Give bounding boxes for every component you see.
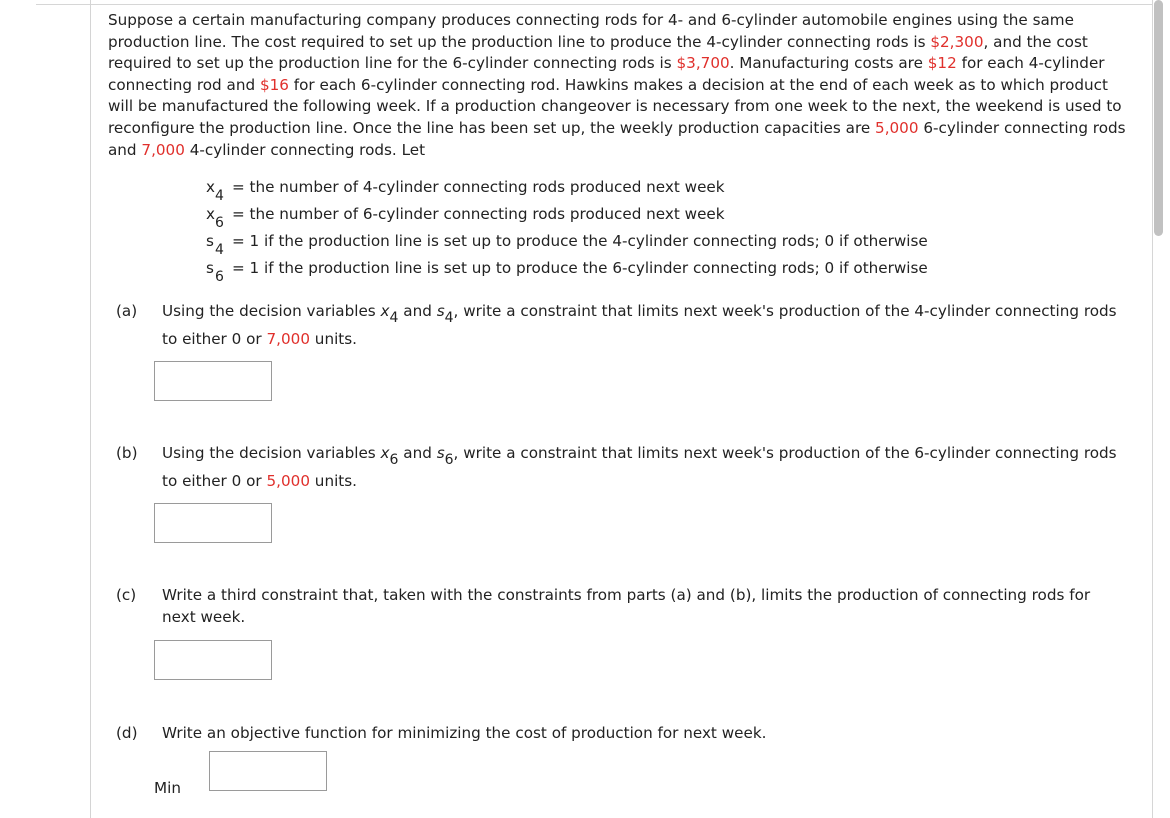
question-d-text: Write an objective function for minimizing the cost of production for next week.: [162, 724, 767, 742]
intro-text: 6-cylinder connecting rods and: [108, 118, 1126, 159]
problem-statement: [108, 10, 1128, 161]
answer-input-c[interactable]: [154, 640, 272, 680]
variable-symbol: s 4: [206, 232, 224, 258]
definition-text: = the number of 6-cylinder connecting rods produced next week: [232, 205, 725, 223]
question-c: [116, 585, 1126, 628]
answer-input-b[interactable]: [154, 503, 272, 543]
intro-text: , and the cost required to set up the production line for the 6-cylinder connecting rods is: [108, 32, 1088, 73]
intro-text: Suppose a certain manufacturing company produces connecting rods for 4- and 6-cylinder automobile engines using the same production line. The cost required to set up the production line to produce the 4-cylinder connecting rods is: [108, 11, 1074, 51]
intro-text: . Manufacturing costs are: [729, 54, 928, 73]
page-top-border: [36, 0, 1152, 5]
capacity-6cyl: 5,000: [875, 118, 919, 137]
question-panel-border: [90, 0, 91, 818]
capacity-4cyl: 7,000: [141, 140, 185, 159]
answer-input-d[interactable]: [209, 751, 327, 791]
intro-text: for each 4-cylinder connecting rod and: [108, 54, 1105, 94]
variable-symbol: s 6: [206, 259, 224, 285]
setup-cost-4cyl: $2,300: [930, 32, 984, 51]
question-b-text: Using the decision variables x6 and s6, write a constraint that limits next week's production of the 6-cylinder connecting rods to either 0 or 5,000 units.: [162, 444, 1117, 490]
question-a-text: Using the decision variables x4 and s4, write a constraint that limits next week's production of the 4-cylinder connecting rods to either 0 or 7,000 units.: [162, 302, 1117, 348]
question-d: [116, 720, 1126, 747]
definition-text: = 1 if the production line is set up to produce the 6-cylinder connecting rods; 0 if otherwise: [232, 259, 928, 277]
question-a: [116, 298, 1126, 353]
question-d-label: (d): [116, 724, 138, 742]
definition-text: = 1 if the production line is set up to produce the 4-cylinder connecting rods; 0 if otherwise: [232, 232, 928, 250]
question-a-label: (a): [116, 302, 138, 320]
unit-cost-6cyl: $16: [259, 75, 289, 94]
intro-text: for each 6-cylinder connecting rod. Hawkins makes a decision at the end of each week as to which product will be manufactured the following week. If a production changeover is necessary from one week to the next, the weekend is used to reconfigure the production line. Once the line has been set up, the weekly production capacities are: [108, 75, 1122, 137]
intro-text: 4-cylinder connecting rods. Let: [184, 140, 426, 159]
unit-cost-4cyl: $12: [927, 54, 957, 73]
scrollbar-thumb[interactable]: [1154, 0, 1163, 236]
question-b-label: (b): [116, 444, 138, 462]
variable-symbol: x 4: [206, 178, 224, 204]
definition-text: = the number of 4-cylinder connecting rods produced next week: [232, 178, 725, 196]
question-b: [116, 440, 1126, 495]
question-c-text: Write a third constraint that, taken with the constraints from parts (a) and (b), limits the production of connecting rods for next week.: [162, 586, 1091, 626]
answer-input-a[interactable]: [154, 361, 272, 401]
variable-symbol: x 6: [206, 205, 224, 231]
question-c-label: (c): [116, 586, 137, 604]
min-label: Min: [154, 779, 181, 797]
question-content: [108, 10, 1128, 742]
setup-cost-6cyl: $3,700: [676, 54, 730, 73]
